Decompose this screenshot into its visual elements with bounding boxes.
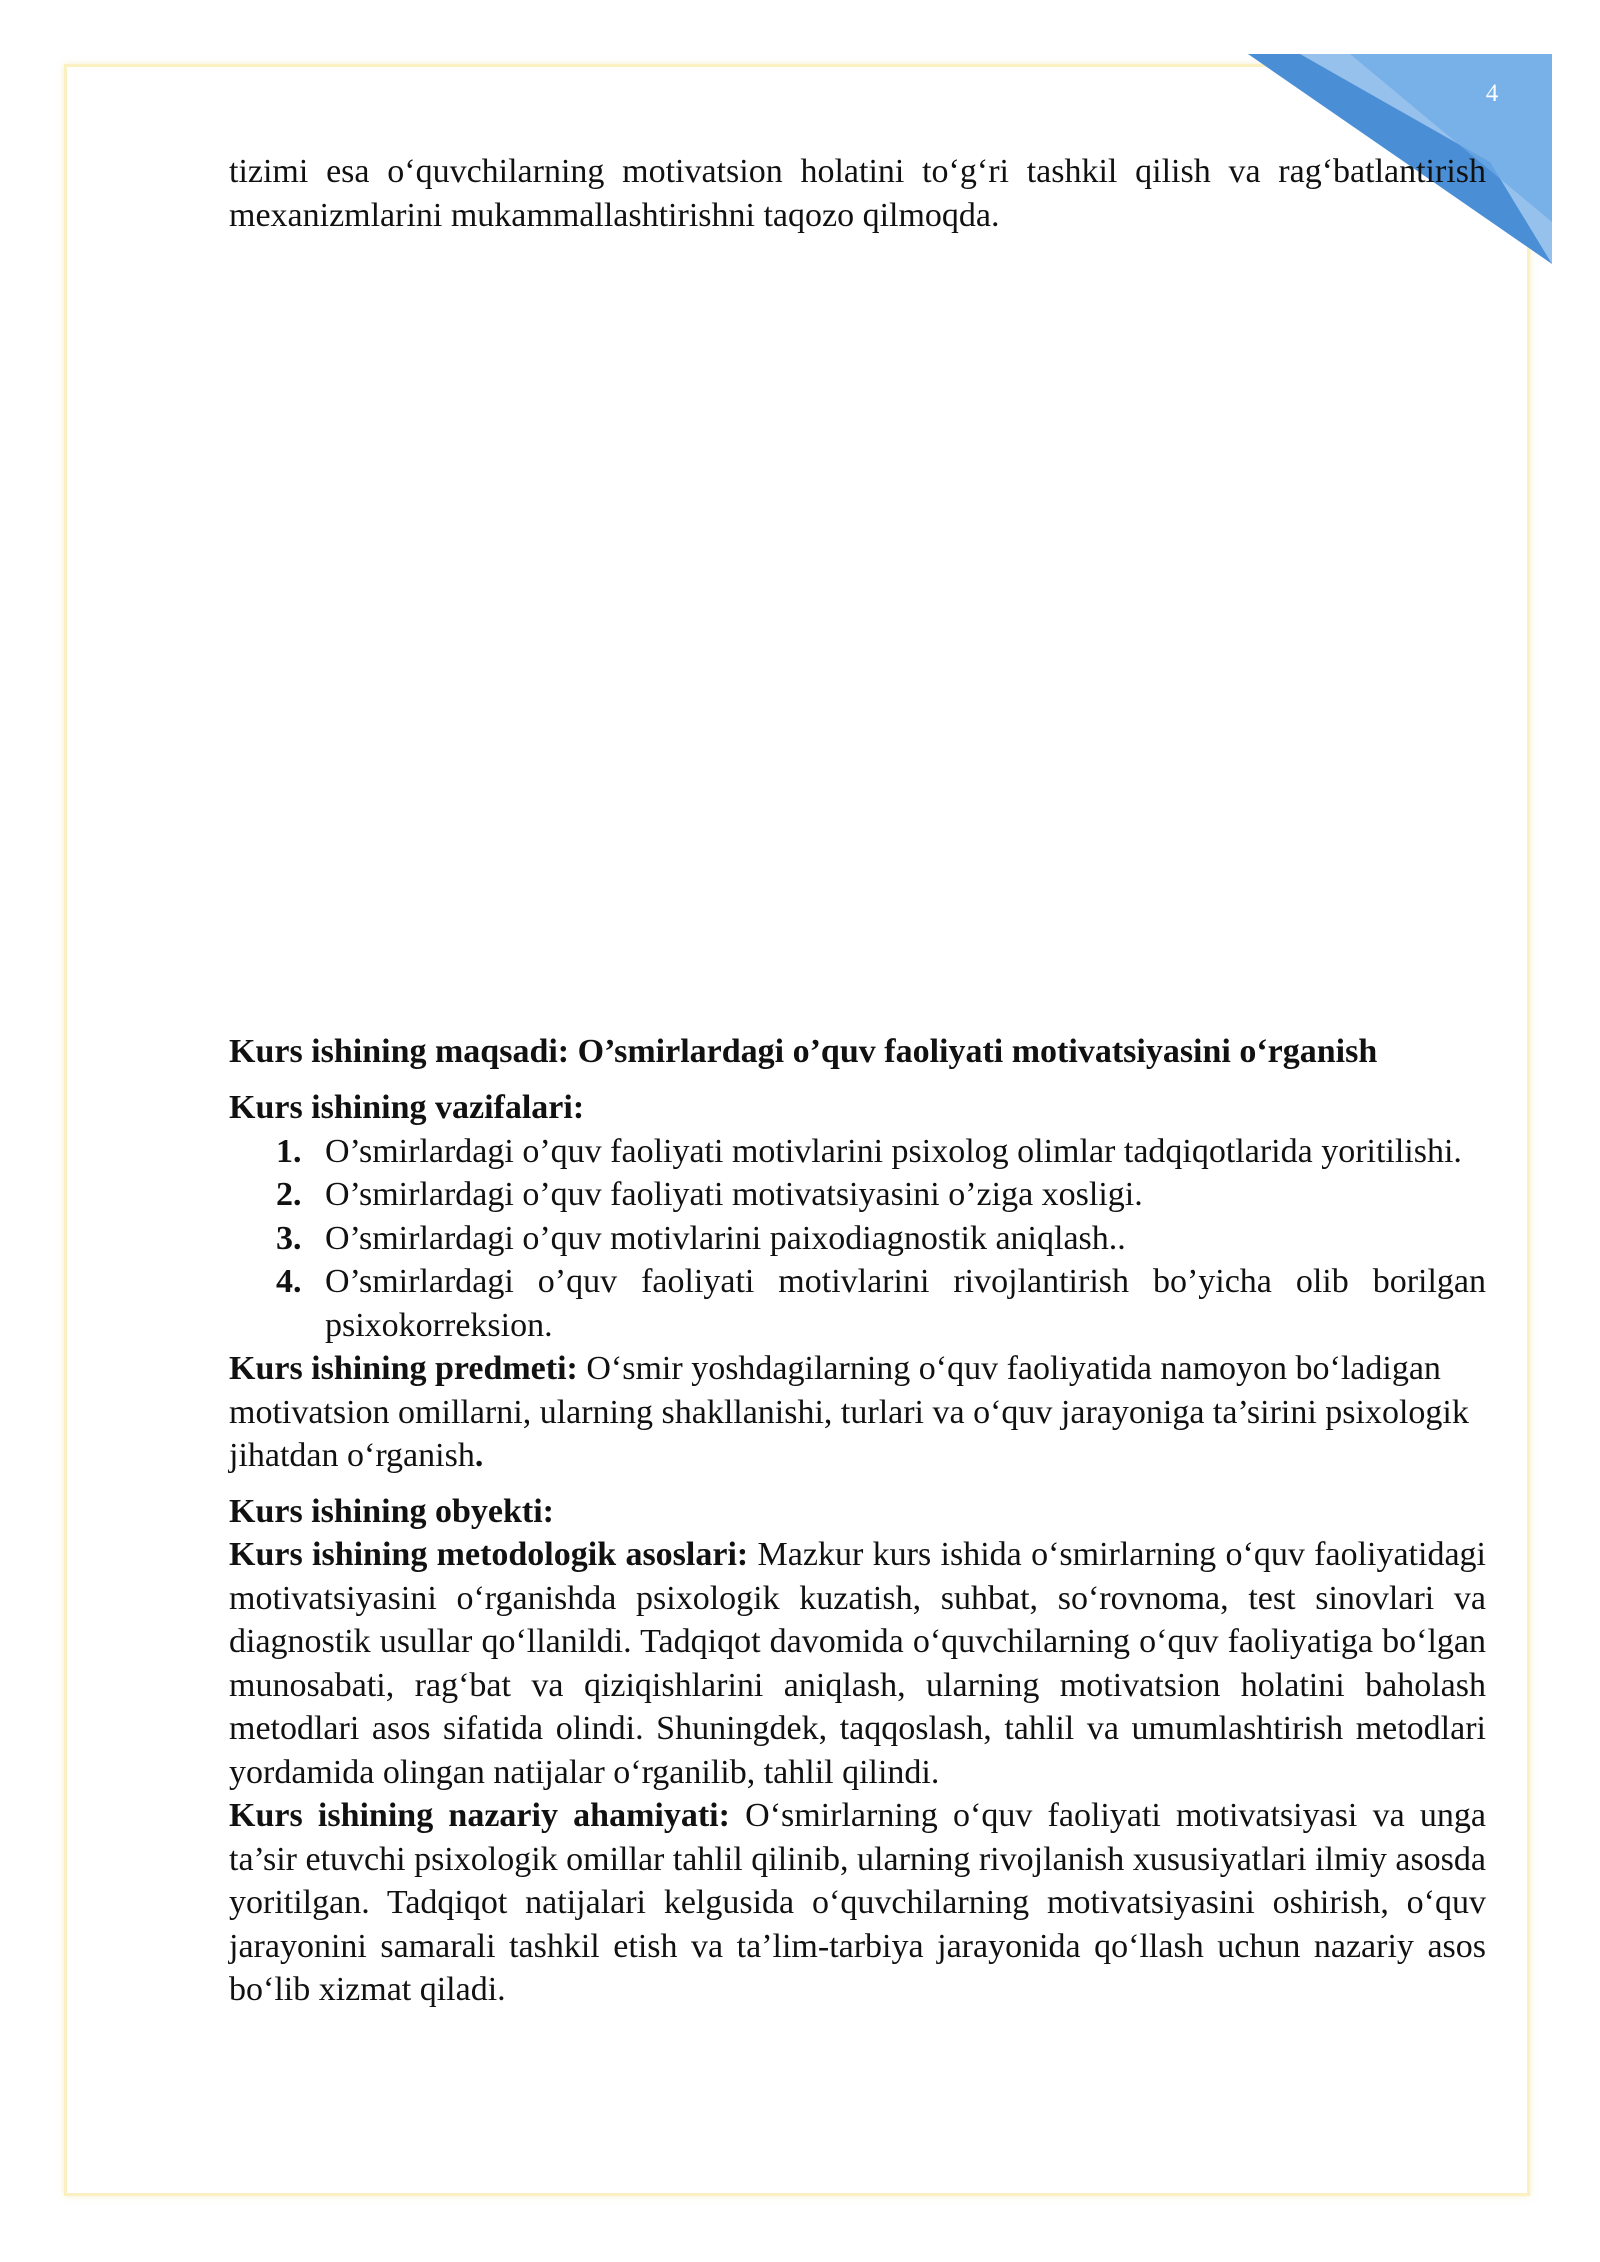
- list-item-text: O’smirlardagi o’quv motivlarini paixodiagnostik aniqlash..: [325, 1219, 1126, 1257]
- subject-end: .: [474, 1437, 484, 1474]
- list-item: [229, 1173, 1486, 1217]
- list-item-text: O’smirlardagi o’quv faoliyati motivlarini psixolog olimlar tadqiqotlarida yoritilishi.: [325, 1132, 1462, 1170]
- tasks-heading: Kurs ishining vazifalari:: [229, 1089, 585, 1126]
- list-item: [229, 1130, 1486, 1174]
- tasks-list: [229, 1130, 1486, 1348]
- theory-text: O‘smirlarning o‘quv faoliyati motivatsiyasi va unga ta’sir etuvchi psixologik omillar tahlil qilinib, ularning rivojlanish xususiyatlari ilmiy asosda yoritilgan. Tadqiqot natijalari kelgusida o‘quvchilarning motivatsiyasini oshirish, o‘quv jarayonini samarali tashkil etish va ta’lim-tarbiya jarayonida qo‘llash uchun nazariy asos bo‘lib xizmat qiladi.: [229, 1797, 1486, 2008]
- list-item-number: 1.: [276, 1132, 302, 1170]
- list-item-number: 4.: [276, 1263, 302, 1300]
- list-item: [229, 1260, 1486, 1347]
- methodology-label: Kurs ishining metodologik asoslari:: [229, 1536, 749, 1573]
- goal-heading: Kurs ishining maqsadi: O’smirlardagi o’quv faoliyati motivatsiyasini o‘rganish: [229, 1033, 1378, 1070]
- subject-paragraph: [229, 1347, 1486, 1478]
- methodology-paragraph: [229, 1533, 1486, 1794]
- list-item-number: 3.: [276, 1219, 302, 1257]
- theory-label: Kurs ishining nazariy ahamiyati:: [229, 1797, 730, 1834]
- page-number: 4: [1485, 80, 1499, 107]
- subject-label: Kurs ishining predmeti:: [229, 1350, 578, 1387]
- list-item-text: O’smirlardagi o’quv faoliyati motivatsiyasini o’ziga xosligi.: [325, 1176, 1143, 1213]
- subject-text: O‘smir yoshdagilarning o‘quv faoliyatida namoyon bo‘ladigan motivatsion omillarni, ularning shakllanishi, turlari va o‘quv jarayoniga ta’sirini psixologik jihatdan o‘rganish: [229, 1350, 1469, 1474]
- list-item: [229, 1217, 1486, 1261]
- document-body: [229, 150, 1486, 2012]
- intro-paragraph: tizimi esa o‘quvchilarning motivatsion holatini to‘g‘ri tashkil qilish va rag‘batlantirish mexanizmlarini mukammallashtirishni taqozo qilmoqda.: [229, 153, 1486, 234]
- methodology-text: Mazkur kurs ishida o‘smirlarning o‘quv faoliyatidagi motivatsiyasini o‘rganishda psixologik kuzatish, suhbat, so‘rovnoma, test sinovlari va diagnostik usullar qo‘llanildi. Tadqiqot davomida o‘quvchilarning o‘quv faoliyatiga bo‘lgan munosabati, rag‘bat va qiziqishlarini aniqlash, ularning motivatsion holatini baholash metodlari asos sifatida olindi. Shuningdek, taqqoslash, tahlil va umumlashtirish metodlari yordamida olingan natijalar o‘rganilib, tahlil qilindi.: [229, 1536, 1486, 1791]
- object-heading: Kurs ishining obyekti:: [229, 1492, 554, 1530]
- list-item-text: O’smirlardagi o’quv faoliyati motivlarini rivojlantirish bo’yicha olib borilgan psixokorreksion.: [325, 1263, 1486, 1344]
- list-item-number: 2.: [276, 1176, 302, 1213]
- theory-paragraph: [229, 1794, 1486, 2012]
